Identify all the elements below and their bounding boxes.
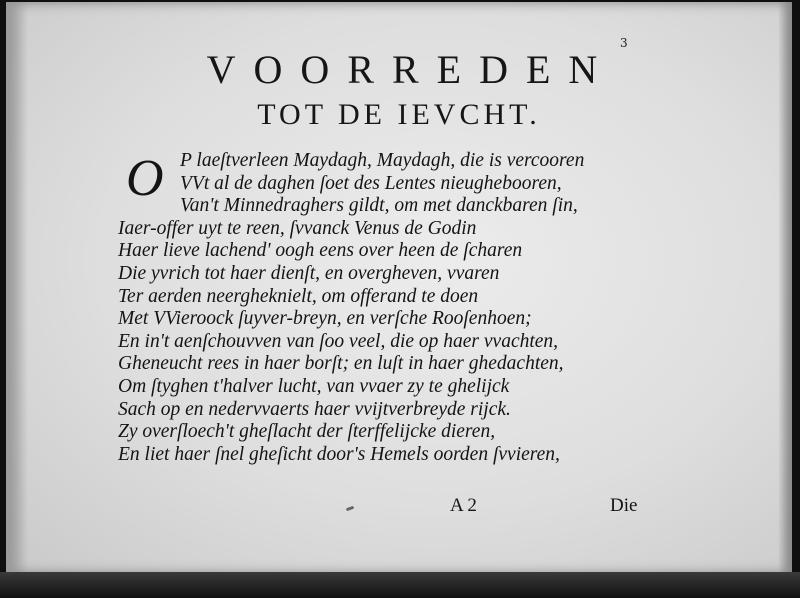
catchword: Die (610, 495, 638, 516)
verse-line: P laeſtverleen Maydagh, Maydagh, die is vercooren (180, 150, 585, 171)
verse-line: VVt al de daghen ſoet des Lentes nieughebooren, (180, 172, 562, 194)
verse-line: Van't Minnedraghers gildt, om met danckbaren ſin, (180, 195, 578, 217)
signature-mark: A 2 (450, 495, 477, 516)
verse-line: Gheneucht rees in haer borſt; en luſt in haer ghedachten, (118, 353, 564, 375)
verse-line: Met VVieroock ſuyver-breyn, en verſche Rooſenhoen; (118, 308, 532, 330)
verse-line: Haer lieve lachend' oogh eens over heen de ſcharen (118, 240, 523, 262)
verse-line: En liet haer ſnel gheſicht door's Hemels oorden ſvvieren, (118, 443, 560, 465)
book-page (6, 2, 792, 574)
verse-line: Ter aerden neergheknielt, om offerand te doen (118, 285, 479, 307)
drop-cap-initial: O (126, 150, 164, 207)
scan-bottom-shadow (0, 572, 800, 598)
verse-line: Sach op en nedervvaerts haer vvijtverbreyde rijck. (118, 398, 511, 420)
verse-line: Iaer-offer uyt te reen, ſvvanck Venus de Godin (118, 217, 477, 239)
verse-line: Om ſtyghen t'halver lucht, van vvaer zy te ghelijck (118, 375, 510, 397)
page-subtitle: TOT DE IEVCHT. (257, 98, 541, 131)
page-title: VOORREDEN (206, 47, 616, 92)
ink-smudge (346, 506, 355, 512)
page-number: 3 (620, 36, 628, 50)
verse-block (118, 150, 678, 466)
verse-line: Zy overſloech't gheſlacht der ſterffelijcke dieren, (118, 421, 496, 443)
verse-line: En in't aenſchouvven van ſoo veel, die op haer vvachten, (118, 330, 559, 352)
verse-line: Die yvrich tot haer dienſt, en overgheven, vvaren (118, 262, 500, 284)
